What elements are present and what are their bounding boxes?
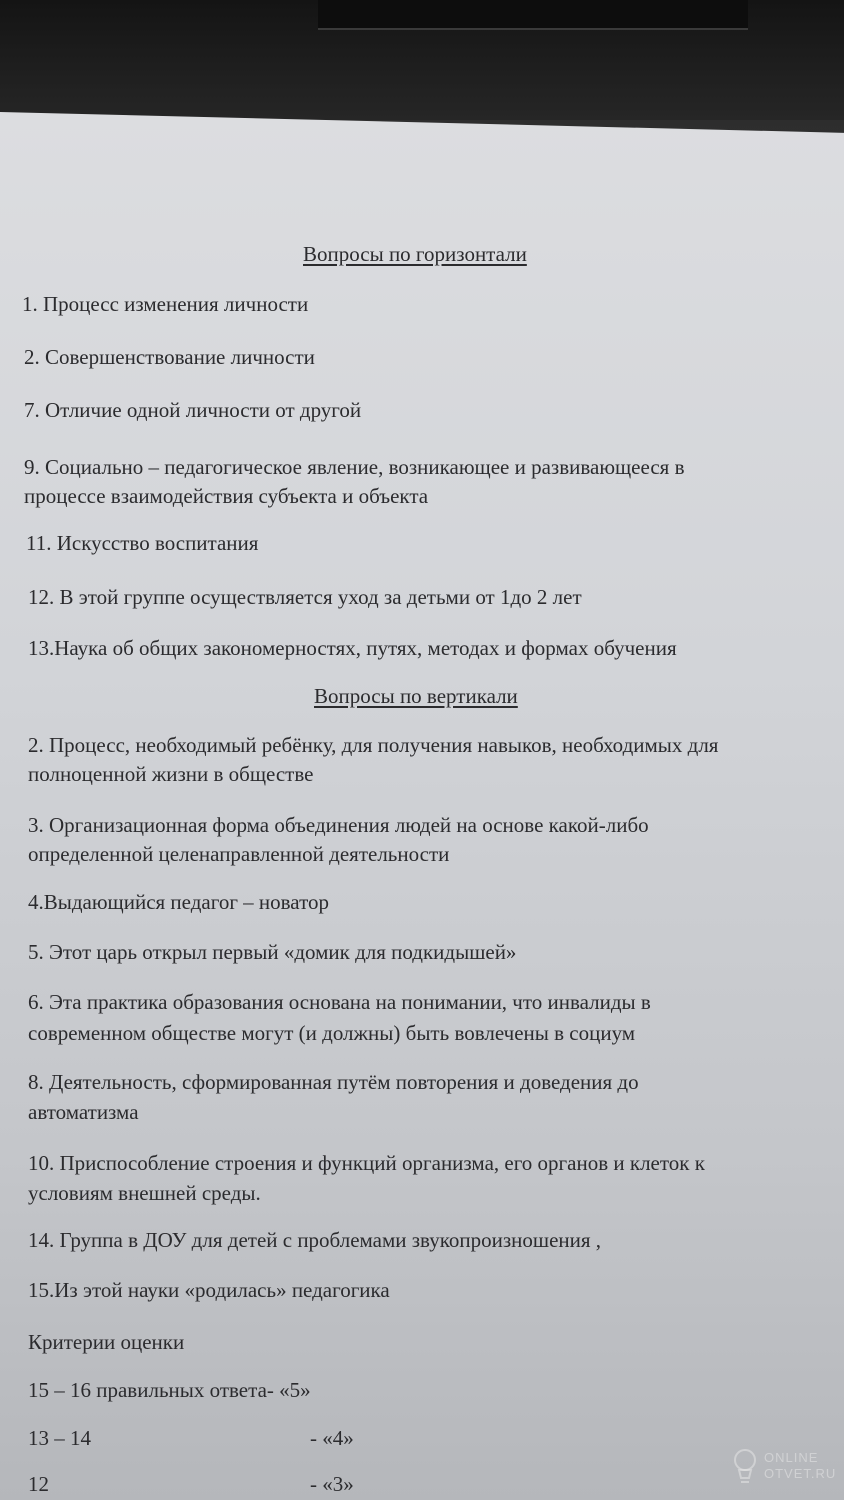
- criteria-row-2-grade: - «4»: [310, 1426, 354, 1450]
- lightbulb-icon: [732, 1448, 758, 1486]
- horizontal-heading: Вопросы по горизонтали: [303, 242, 527, 266]
- vertical-item-4: 4.Выдающийся педагог – новатор: [28, 890, 329, 914]
- watermark-line-1: ONLINE: [764, 1450, 819, 1465]
- horizontal-item-2: 2. Совершенствование личности: [24, 345, 315, 369]
- vertical-item-2-line-2: полноценной жизни в обществе: [28, 762, 314, 786]
- vertical-item-8-line-2: автоматизма: [28, 1100, 139, 1124]
- vertical-heading: Вопросы по вертикали: [314, 684, 518, 708]
- horizontal-item-7: 7. Отличие одной личности от другой: [24, 398, 362, 422]
- watermark-line-2: OTVET.RU: [764, 1466, 837, 1481]
- vertical-item-6-line-2: современном обществе могут (и должны) быть вовлечены в социум: [28, 1021, 636, 1045]
- vertical-item-3-line-1: 3. Организационная форма объединения людей на основе какой-либо: [28, 813, 649, 837]
- vertical-item-14: 14. Группа в ДОУ для детей с проблемами звукопроизношения ,: [28, 1228, 602, 1252]
- criteria-heading: Критерии оценки: [28, 1330, 185, 1354]
- vertical-item-15: 15.Из этой науки «родилась» педагогика: [28, 1278, 390, 1302]
- criteria-row-1-range: 15 – 16 правильных ответа- «5»: [28, 1378, 311, 1402]
- vertical-item-8-line-1: 8. Деятельность, сформированная путём повторения и доведения до: [28, 1070, 639, 1094]
- vertical-item-2-line-1: 2. Процесс, необходимый ребёнку, для получения навыков, необходимых для: [28, 733, 719, 757]
- vertical-item-6-line-1: 6. Эта практика образования основана на понимании, что инвалиды в: [28, 990, 651, 1014]
- vertical-item-10-line-1: 10. Приспособление строения и функций организма, его органов и клеток к: [28, 1151, 705, 1175]
- horizontal-item-9-line-1: 9. Социально – педагогическое явление, возникающее и развивающееся в: [24, 455, 685, 479]
- site-watermark: [732, 1444, 840, 1494]
- horizontal-item-11: 11. Искусство воспитания: [26, 531, 259, 555]
- horizontal-item-9-line-2: процессе взаимодействия субъекта и объекта: [24, 484, 429, 508]
- criteria-row-2-range: 13 – 14: [28, 1426, 91, 1450]
- vertical-item-5: 5. Этот царь открыл первый «домик для подкидышей»: [28, 940, 517, 964]
- horizontal-item-12: 12. В этой группе осуществляется уход за детьми от 1до 2 лет: [28, 585, 582, 609]
- criteria-row-3-range: 12: [28, 1472, 49, 1496]
- vertical-item-10-line-2: условиям внешней среды.: [28, 1181, 261, 1205]
- horizontal-item-1: 1. Процесс изменения личности: [22, 292, 309, 316]
- vertical-item-3-line-2: определенной целенаправленной деятельности: [28, 842, 450, 866]
- criteria-row-3-grade: - «3»: [310, 1472, 354, 1496]
- horizontal-item-13: 13.Наука об общих закономерностях, путях, методах и формах обучения: [28, 636, 677, 660]
